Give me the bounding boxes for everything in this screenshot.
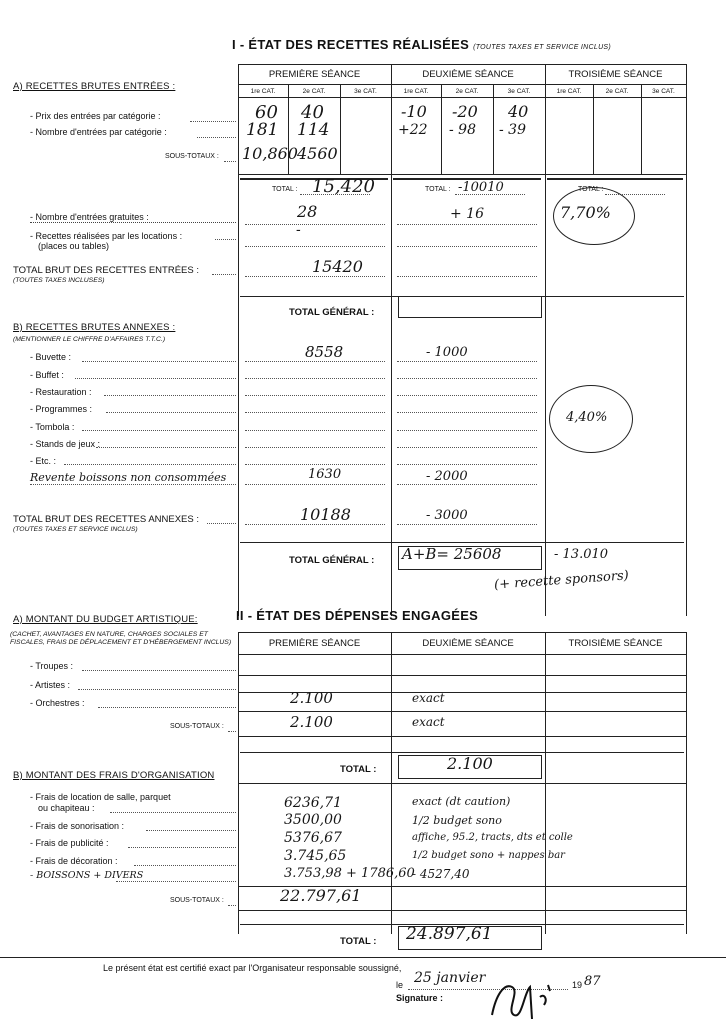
s2-partB-total-value: 24.897,61 — [406, 924, 493, 944]
annexe-programmes-label: - Programmes : — [30, 404, 93, 414]
total-brut-entrees-label: TOTAL BRUT DES RECETTES ENTRÉES : — [13, 265, 199, 276]
total-s2-value: -10010 — [458, 180, 504, 195]
footer-date: 25 janvier — [414, 970, 486, 986]
total-brut-annexes-s2: - 3000 — [426, 508, 468, 523]
prix-s2-cat3: 40 — [508, 102, 529, 121]
gratuites-s1: 28 — [297, 202, 318, 221]
row-locations-label: - Recettes réalisées par les locations : — [30, 231, 183, 241]
s2-col-header-s2: DEUXIÈME SÉANCE — [422, 638, 514, 649]
pub-s1: 5376,67 — [284, 830, 342, 846]
subcol-s2-cat3: 3e CAT. — [507, 88, 531, 95]
s2-partA-note: (CACHET, AVANTAGES EN NATURE, CHARGES SOCIALES ET FISCALES, FRAIS DE DÉPLACEMENT ET D'HÉBERGEMENT INCLUS) — [10, 631, 232, 646]
total-brut-entrees-note: (TOUTES TAXES INCLUSES) — [13, 277, 105, 284]
nombre-s2-cat1: +22 — [398, 122, 428, 138]
prix-s1-cat2: 40 — [301, 102, 324, 123]
row-prix-label: - Prix des entrées par catégorie : — [30, 111, 161, 121]
s2-col-header-s1: PREMIÈRE SÉANCE — [268, 638, 361, 649]
percent-s3-b: 4,40% — [566, 410, 608, 425]
col-header-s2: DEUXIÈME SÉANCE — [422, 69, 514, 80]
pub-s2: affiche, 95.2, tracts, dts et colle — [412, 832, 573, 843]
col-header-s1: PREMIÈRE SÉANCE — [268, 69, 361, 80]
footer-certif: Le présent état est certifié exact par l'Organisateur responsable soussigné, — [103, 963, 402, 973]
section2-title: II - ÉTAT DES DÉPENSES ENGAGÉES — [236, 608, 479, 623]
orchestres-s1: 2.100 — [290, 689, 333, 707]
buvette-s1: 8558 — [305, 343, 344, 361]
sponsors-note: (+ recette sponsors) — [493, 568, 630, 593]
buvette-s2: - 1000 — [426, 345, 468, 360]
subcol-s2-cat2: 2e CAT. — [455, 88, 479, 95]
row-locations-label2: (places ou tables) — [38, 241, 110, 251]
annexe-buffet-label: - Buffet : — [30, 370, 64, 380]
footer-le: le — [396, 980, 404, 990]
footer-year-prefix: 19 — [572, 980, 583, 990]
s2-partA-soustotaux-s2: exact — [412, 715, 445, 729]
row-nombre-label: - Nombre d'entrées par catégorie : — [30, 127, 167, 137]
subcol-s1-cat2: 2e CAT. — [302, 88, 326, 95]
prix-s2-cat1: -10 — [401, 102, 427, 121]
sono-s2: 1/2 budget sono — [412, 814, 502, 827]
section1-title-text: I - ÉTAT DES RECETTES RÉALISÉES — [232, 37, 470, 52]
extra-s1: 1630 — [308, 467, 342, 482]
total-s3-label: TOTAL : — [578, 186, 604, 193]
total-brut-entrees-s1: 15420 — [312, 257, 363, 276]
footer-year-hand: 87 — [584, 974, 601, 989]
annexe-stands-label: - Stands de jeux : — [30, 439, 101, 449]
partB-heading: B) RECETTES BRUTES ANNEXES : — [13, 322, 176, 333]
s2-partA-soustotaux-label: SOUS-TOTAUX : — [170, 723, 224, 730]
total-brut-annexes-label: TOTAL BRUT DES RECETTES ANNEXES : — [13, 514, 199, 525]
annexe-tombola-label: - Tombola : — [30, 422, 75, 432]
orchestres-label: - Orchestres : — [30, 698, 85, 708]
total-s2-label: TOTAL : — [425, 186, 451, 193]
col-header-s3: TROISIÈME SÉANCE — [568, 69, 663, 80]
s2-partA-soustotaux-s1: 2.100 — [290, 713, 333, 731]
deco-label: - Frais de décoration : — [30, 856, 118, 866]
annexe-restauration-label: - Restauration : — [30, 387, 92, 397]
pub-label: - Frais de publicité : — [30, 838, 109, 848]
nombre-s1-cat2: 114 — [297, 120, 330, 140]
artistes-label: - Artistes : — [30, 680, 71, 690]
troupes-label: - Troupes : — [30, 661, 74, 671]
boissons-s1: 3.753,98 + 1786,60 — [284, 866, 415, 881]
boissons-s2: - 4527,40 — [412, 867, 470, 881]
orchestres-s2: exact — [412, 691, 445, 705]
total-general-a-label: TOTAL GÉNÉRAL : — [289, 307, 375, 318]
total-brut-annexes-note: (TOUTES TAXES ET SERVICE INCLUS) — [13, 526, 138, 533]
nombre-s2-cat2: - 98 — [449, 122, 476, 138]
subcol-s1-cat1: 1re CAT. — [250, 88, 276, 95]
gratuites-s2: + 16 — [450, 206, 484, 222]
section1-title-note: (TOUTES TAXES ET SERVICE INCLUS) — [473, 44, 612, 51]
total-general-a-box — [398, 296, 542, 318]
signature-scribble — [486, 975, 576, 1023]
extra-s2: - 2000 — [426, 469, 468, 484]
nombre-s2-cat3: - 39 — [499, 122, 526, 138]
location-s2: exact (dt caution) — [412, 795, 511, 808]
annexe-etc-label: - Etc. : — [30, 456, 57, 466]
s2-partA-total-label: TOTAL : — [340, 764, 377, 775]
footer-signature-label: Signature : — [396, 993, 444, 1003]
total-s1-value: 15,420 — [312, 176, 375, 197]
prix-s2-cat2: -20 — [452, 102, 478, 121]
annexe-extra-label: Revente boissons non consommées — [30, 471, 227, 484]
location-label2: ou chapiteau : — [38, 803, 95, 813]
subcol-s1-cat3: 3e CAT. — [354, 88, 377, 95]
s2-partA-total-value: 2.100 — [447, 754, 493, 773]
s2-partB-soustotaux-label: SOUS-TOTAUX : — [170, 897, 224, 904]
s2-partB-heading: B) MONTANT DES FRAIS D'ORGANISATION — [13, 770, 215, 781]
sono-s1: 3500,00 — [284, 812, 342, 828]
soustotaux-s1-cat1: 10,860 — [242, 144, 298, 163]
sono-label: - Frais de sonorisation : — [30, 821, 125, 831]
nombre-s1-cat1: 181 — [246, 120, 279, 140]
partB-note: (MENTIONNER LE CHIFFRE D'AFFAIRES T.T.C.) — [13, 336, 166, 343]
soustotaux-s1-cat2: 4560 — [297, 144, 338, 163]
percent-s3-a: 7,70% — [560, 203, 611, 222]
s2-partB-soustotaux-value: 22.797,61 — [280, 886, 362, 905]
partA-heading: A) RECETTES BRUTES ENTRÉES : — [13, 81, 176, 92]
row-gratuites-label: - Nombre d'entrées gratuites : — [30, 212, 236, 223]
prix-s1-cat1: 60 — [255, 102, 278, 123]
subcol-s3-cat1: 1re CAT. — [556, 88, 582, 95]
row-soustotaux-label: SOUS-TOTAUX : — [165, 153, 219, 160]
total-s1-label: TOTAL : — [272, 186, 298, 193]
boissons-label: - BOISSONS + DIVERS — [30, 870, 144, 881]
total-general-b-value: A+B= 25608 — [402, 545, 502, 563]
section1-title — [232, 37, 611, 52]
s2-partB-total-label: TOTAL : — [340, 936, 377, 947]
locations-s1: - — [296, 222, 301, 238]
annexe-buvette-label: - Buvette : — [30, 352, 72, 362]
subcol-s3-cat3: 3e CAT. — [652, 88, 675, 95]
deco-s1: 3.745,65 — [284, 848, 347, 864]
location-label: - Frais de location de salle, parquet — [30, 792, 171, 802]
total-brut-annexes-s1: 10188 — [300, 505, 351, 524]
subcol-s2-cat1: 1re CAT. — [403, 88, 429, 95]
s2-col-header-s3: TROISIÈME SÉANCE — [568, 638, 663, 649]
location-s1: 6236,71 — [284, 795, 342, 811]
total-general-b-label: TOTAL GÉNÉRAL : — [289, 555, 375, 566]
s2-partA-heading: A) MONTANT DU BUDGET ARTISTIQUE: — [13, 614, 198, 625]
deco-s2: 1/2 budget sono + nappes bar — [412, 850, 565, 861]
total-general-b-diff: - 13.010 — [554, 547, 609, 562]
subcol-s3-cat2: 2e CAT. — [605, 88, 629, 95]
